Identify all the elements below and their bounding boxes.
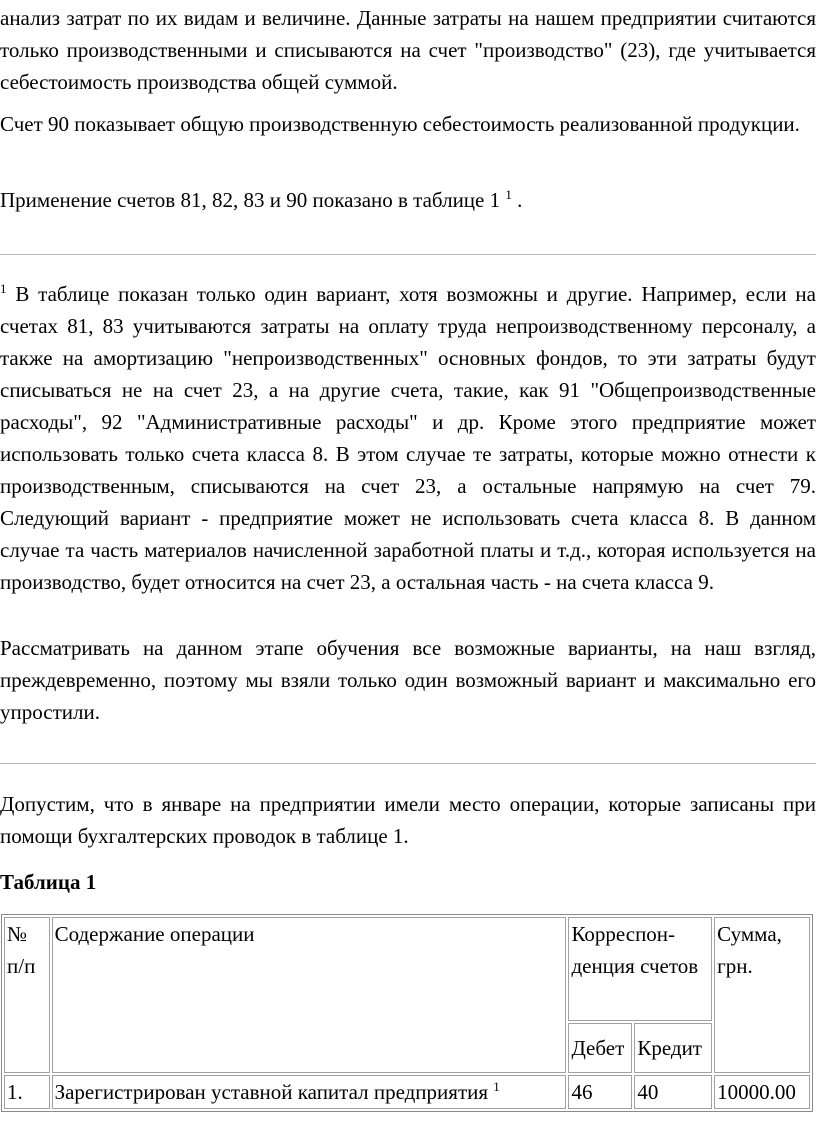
header-sum: Сумма, грн. — [714, 917, 810, 1073]
table-row — [4, 1075, 810, 1109]
row-debit: 46 — [568, 1075, 632, 1109]
operations-table — [1, 914, 813, 1112]
paragraph-accounts-usage — [0, 184, 816, 216]
row-credit: 40 — [634, 1075, 712, 1109]
footnote-marker: 1 — [0, 281, 7, 296]
header-debit: Дебет — [568, 1023, 632, 1073]
footnote-divider-top — [0, 254, 816, 255]
footnote-continuation: Рассматривать на данном этапе обучения все возможные варианты, на наш взгляд, преждевременно, поэтому мы взяли только один возможный вариант и максимально его упростили. — [0, 636, 816, 724]
footnote-reference[interactable]: 1 — [505, 187, 512, 202]
header-correspondence: Корреспон-денция счетов — [568, 917, 712, 1021]
table-caption: Таблица 1 — [0, 870, 97, 894]
header-desc: Содержание операции — [52, 917, 567, 1073]
header-num: № п/п — [4, 917, 50, 1073]
paragraph-cost-analysis: анализ затрат по их видам и величине. Данные затраты на нашем предприятии считаются только производственными и списываются на счет "производство" (23), где учитывается себестоимость производства общей суммой. — [0, 6, 816, 94]
table-header-row — [4, 917, 810, 1021]
row-footnote-reference[interactable]: 1 — [493, 1079, 500, 1094]
row-desc — [52, 1075, 567, 1109]
header-credit: Кредит — [634, 1023, 712, 1073]
footnote-divider-bottom — [0, 763, 816, 764]
row-desc-text: Зарегистрирован уставной капитал предприятия — [54, 1080, 489, 1104]
row-sum: 10000.00 — [714, 1075, 810, 1109]
row-num: 1. — [4, 1075, 50, 1109]
paragraph-accounts-usage-text: Применение счетов 81, 82, 83 и 90 показано в таблице 1 — [0, 188, 501, 212]
footnote-text: В таблице показан только один вариант, хотя возможны и другие. Например, если на счетах 81, 83 учитываются затраты на оплату труда непроизводственному персоналу, а также на амортизацию "непроизводственных" основных фондов, то эти затраты будут списываться не на счет 23, а на другие счета, такие, как 91 "Общепроизводственные расходы", 92 "Административные расходы" и др. Кроме этого предприятие может использовать только счета класса 8. В этом случае те затраты, которые можно отнести к производственным, списываются на счет 23, а остальные напрямую на счет 79. Следующий вариант - предприятие может не использовать счета класса 8. В данном случае та часть материалов начисленной заработной платы и т.д., которая используется на производство, будет относится на счет 23, а остальная часть - на счета класса 9. — [0, 282, 816, 594]
paragraph-intro: Допустим, что в январе на предприятии имели место операции, которые записаны при помощи бухгалтерских проводок в таблице 1. — [0, 792, 816, 848]
paragraph-account-90: Счет 90 показывает общую производственную себестоимость реализованной продукции. — [0, 112, 800, 136]
paragraph-accounts-usage-end: . — [511, 188, 523, 212]
footnote-1 — [0, 278, 816, 598]
